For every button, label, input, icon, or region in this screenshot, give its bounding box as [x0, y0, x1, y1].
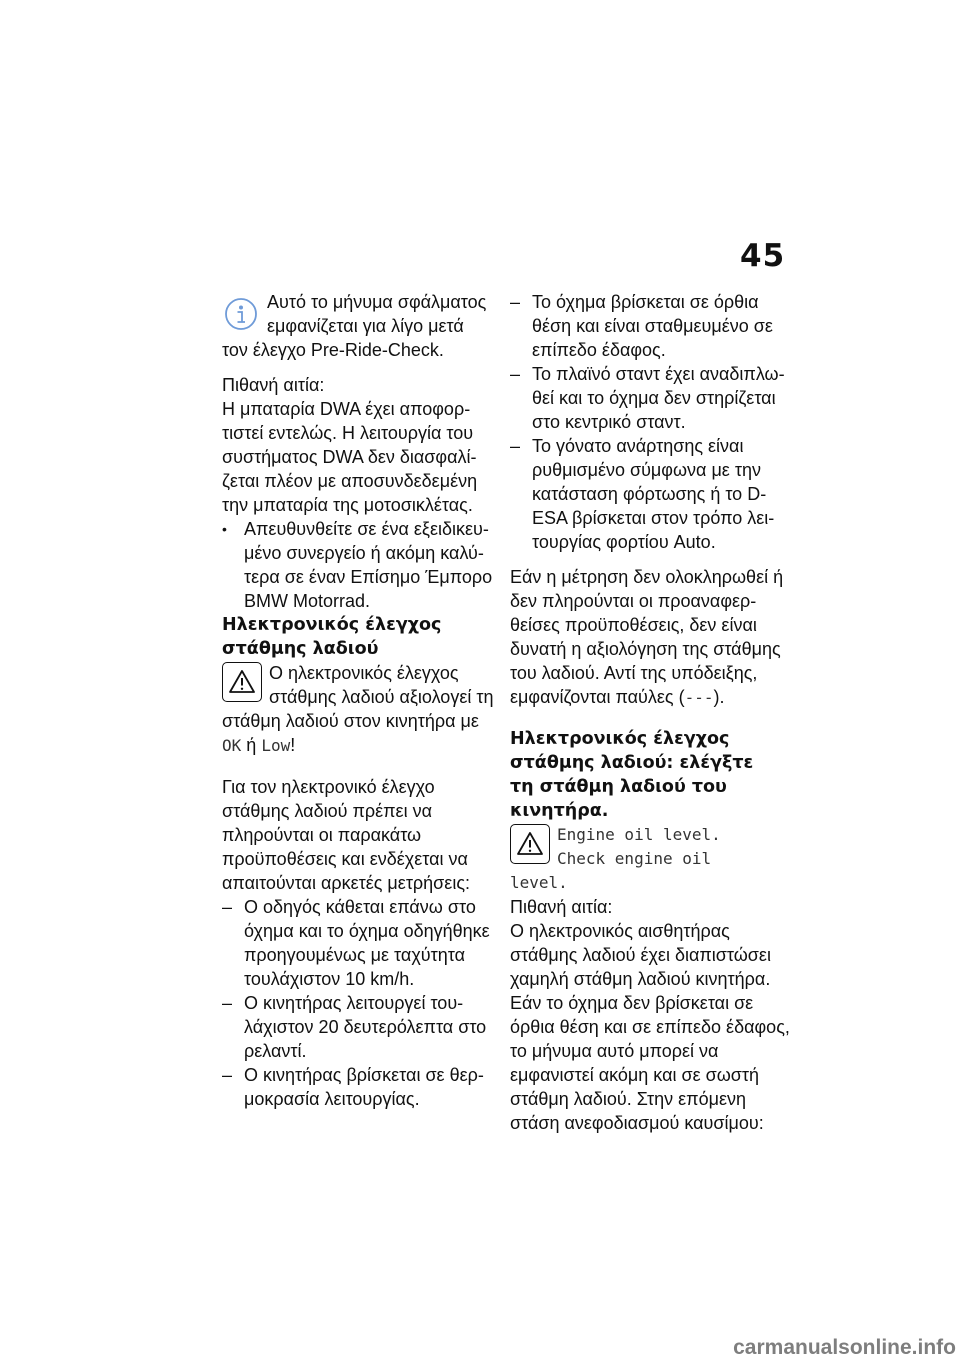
bullet-marker: •: [222, 521, 227, 537]
oil-check-ok: OK: [222, 736, 242, 755]
list-item: [222, 1063, 494, 1111]
condition-text: Το όχημα βρίσκεται σε όρθια θέση και είναι σταθμευμένο σε επίπεδο έδαφος.: [532, 292, 773, 360]
cause-text: Η μπαταρία DWA έχει αποφορτιστεί εντελώς. Η λειτουργία του συστήματος DWA δεν διασφαλίζεται πλέον με αποσυνδεδεμένη την μπαταρία της μοτοσικλέτας.: [222, 399, 478, 515]
oil-check-end: !: [290, 735, 296, 755]
conditions-intro: Για τον ηλεκτρονικό έλεγχο στάθμης λαδιού πρέπει να πληρούνται οι παρακάτω προϋποθέσεις και ενδέχεται να απαιτούνται αρκετές μετρήσεις:: [222, 777, 470, 893]
bullet-text: Απευθυνθείτε σε ένα εξειδικευμένο συνεργείο ή ακόμη καλύτερα σε έναν Επίσημο Έμπορο BMW Motorrad.: [244, 519, 493, 611]
cause-text: Ο ηλεκτρονικός αισθητήρας στάθμης λαδιού έχει διαπιστώσει χαμηλή στάθμη λαδιού κινητήρα. Εάν το όχημα δεν βρίσκεται σε όρθια θέση και σε επίπεδο έδαφος, το μήνυμα αυτό μπορεί να εμφανιστεί ακόμη και σε σωστή στάθμη λαδιού. Στην επόμενη στάση ανεφοδιασμού καυσίμου:: [510, 921, 790, 1133]
conditions-list-left: [222, 895, 494, 1111]
display-message-line: Engine oil level.: [557, 825, 721, 844]
info-icon: [222, 296, 259, 332]
list-item: [510, 290, 790, 362]
action-list: [222, 517, 494, 613]
left-column: [222, 290, 494, 1111]
condition-text: Ο κινητήρας βρίσκεται σε θερμοκρασία λειτουργίας.: [244, 1065, 484, 1109]
dash-marker: –: [510, 436, 521, 456]
list-item: [510, 434, 790, 554]
section-heading-line: τη στάθμη λαδιού του: [510, 777, 727, 797]
section-heading-line: στάθμης λαδιού: ελέγξτε: [510, 753, 754, 773]
fail-dashes: ---: [684, 688, 714, 707]
oil-check-or: ή: [246, 735, 257, 755]
display-message-line: Check engine oil: [557, 849, 712, 868]
warning-icon: [222, 662, 262, 702]
section-heading-line: Ηλεκτρονικός έλεγχος: [510, 729, 730, 749]
info-block: [222, 290, 494, 362]
fail-text: [510, 565, 790, 710]
right-column: [510, 290, 790, 1135]
condition-text: Το γόνατο ανάρτησης είναι ρυθμισμένο σύμφωνα με την κατάσταση φόρτωσης ή το D-ESA βρίσκεται στον τρόπο λειτουργίας φορτίου Auto.: [532, 436, 775, 552]
cause-label: Πιθανή αιτία:: [510, 897, 613, 917]
display-message-line: level.: [510, 873, 568, 892]
condition-text: Το πλαϊνό σταντ έχει αναδιπλωθεί και το όχημα δεν στηρίζεται στο κεντρικό σταντ.: [532, 364, 785, 432]
warning-block: [510, 823, 790, 895]
section-heading-line: κινητήρα.: [510, 801, 609, 821]
dash-marker: –: [510, 292, 521, 312]
condition-text: Ο κινητήρας λειτουργεί τουλάχιστον 20 δευτερόλεπτα στο ρελαντί.: [244, 993, 487, 1061]
list-item: [222, 895, 494, 991]
dash-marker: –: [222, 993, 233, 1013]
section-heading: [510, 727, 790, 823]
section-heading-line: Ηλεκτρονικός έλεγχος: [222, 615, 442, 635]
warning-icon: [510, 824, 550, 864]
page-number: 45: [740, 238, 786, 274]
fail-text-b: ).: [713, 687, 725, 707]
warning-block: [222, 661, 494, 758]
conditions-list-right: [510, 290, 790, 554]
list-item: [222, 517, 494, 613]
condition-text: Ο οδηγός κάθεται επάνω στο όχημα και το όχημα οδηγήθηκε προηγουμένως με ταχύτητα τουλάχιστον 10 km/h.: [244, 897, 490, 989]
section-heading-line: στάθμης λαδιού: [222, 639, 379, 659]
oil-check-low: Low: [261, 736, 291, 755]
list-item: [222, 991, 494, 1063]
dash-marker: –: [222, 897, 233, 917]
footer-watermark: carmanualsonline.info: [733, 1336, 956, 1359]
dash-marker: –: [222, 1065, 233, 1085]
info-text: Αυτό το μήνυμα σφάλματος εμφανίζεται για λίγο μετά τον έλεγχο Pre-Ride-Check.: [222, 292, 487, 360]
oil-check-text: [222, 661, 494, 758]
cause-label: Πιθανή αιτία:: [222, 375, 325, 395]
dash-marker: –: [510, 364, 521, 384]
list-item: [510, 362, 790, 434]
fail-text-a: Εάν η μέτρηση δεν ολοκληρωθεί ή δεν πληρούνται οι προαναφερθείσες προϋποθέσεις, δεν είναι δυνατή η αξιολόγηση της στάθμης του λαδιού. Αντί της υπόδειξης, εμφανίζονται παύλες (: [510, 567, 784, 707]
oil-check-text-a: Ο ηλεκτρονικός έλεγχος στάθμης λαδιού αξιολογεί τη στάθμη λαδιού στον κινητήρα με: [222, 663, 494, 731]
